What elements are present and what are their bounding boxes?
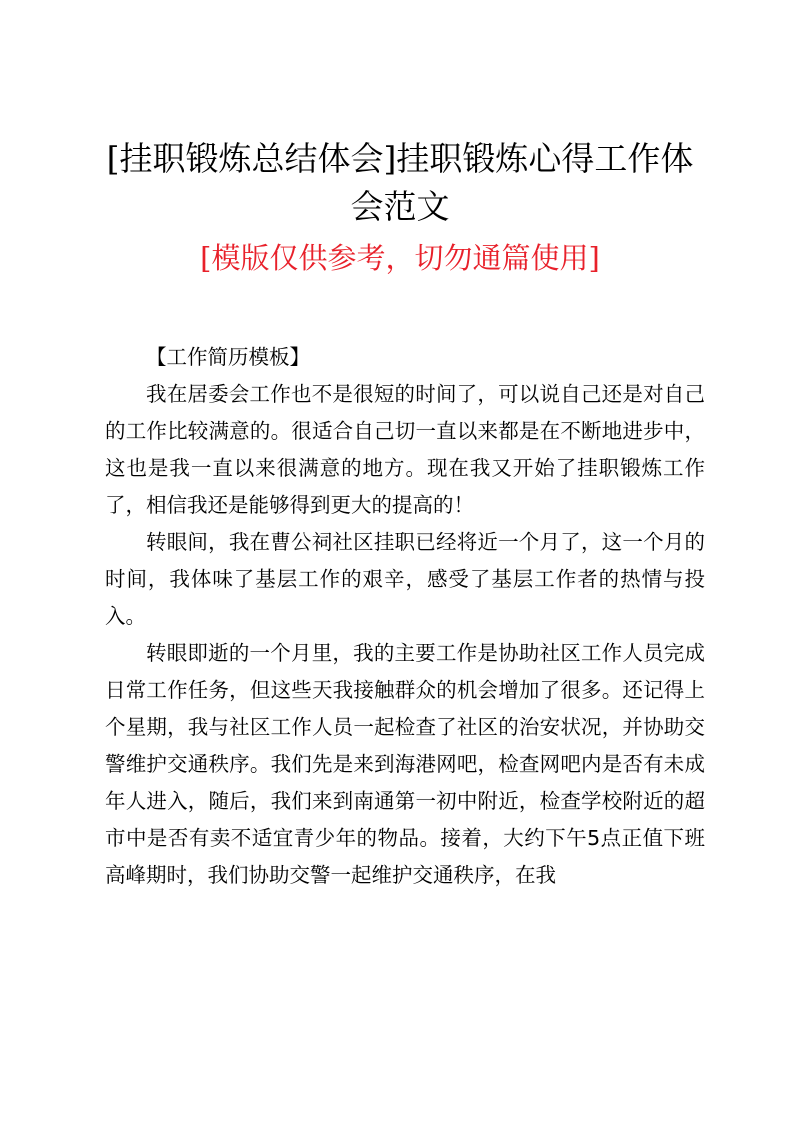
section-heading: 【工作简历模板】 <box>146 345 310 369</box>
document-title: [挂职锻炼总结体会]挂职锻炼心得工作体会范文 <box>106 139 694 226</box>
paragraph-1: 我在居委会工作也不是很短的时间了，可以说自己还是对自己的工作比较满意的。很适合自己切一直以来都是在不断地进步中，这也是我一直以来很满意的地方。现在我又开始了挂职锻炼工作了，相信我还是能够得到更大的提高的！ <box>105 382 705 517</box>
document-body <box>105 339 705 894</box>
template-notice: [模版仅供参考，切勿通篇使用] <box>200 241 600 275</box>
paragraph-3: 转眼即逝的一个月里，我的主要工作是协助社区工作人员完成日常工作任务，但这些天我接触群众的机会增加了很多。还记得上个星期，我与社区工作人员一起检查了社区的治安状况，并协助交警维护交通秩序。我们先是来到海港网吧，检查网吧内是否有未成年人进入，随后，我们来到南通第一初中附近，检查学校附近的超市中是否有卖不适宜青少年的物品。接着，大约下午5点正值下班高峰期时，我们协助交警一起维护交通秩序，在我 <box>105 641 705 887</box>
paragraph-2: 转眼间，我在曹公祠社区挂职已经将近一个月了，这一个月的时间，我体味了基层工作的艰辛，感受了基层工作者的热情与投入。 <box>105 530 705 628</box>
